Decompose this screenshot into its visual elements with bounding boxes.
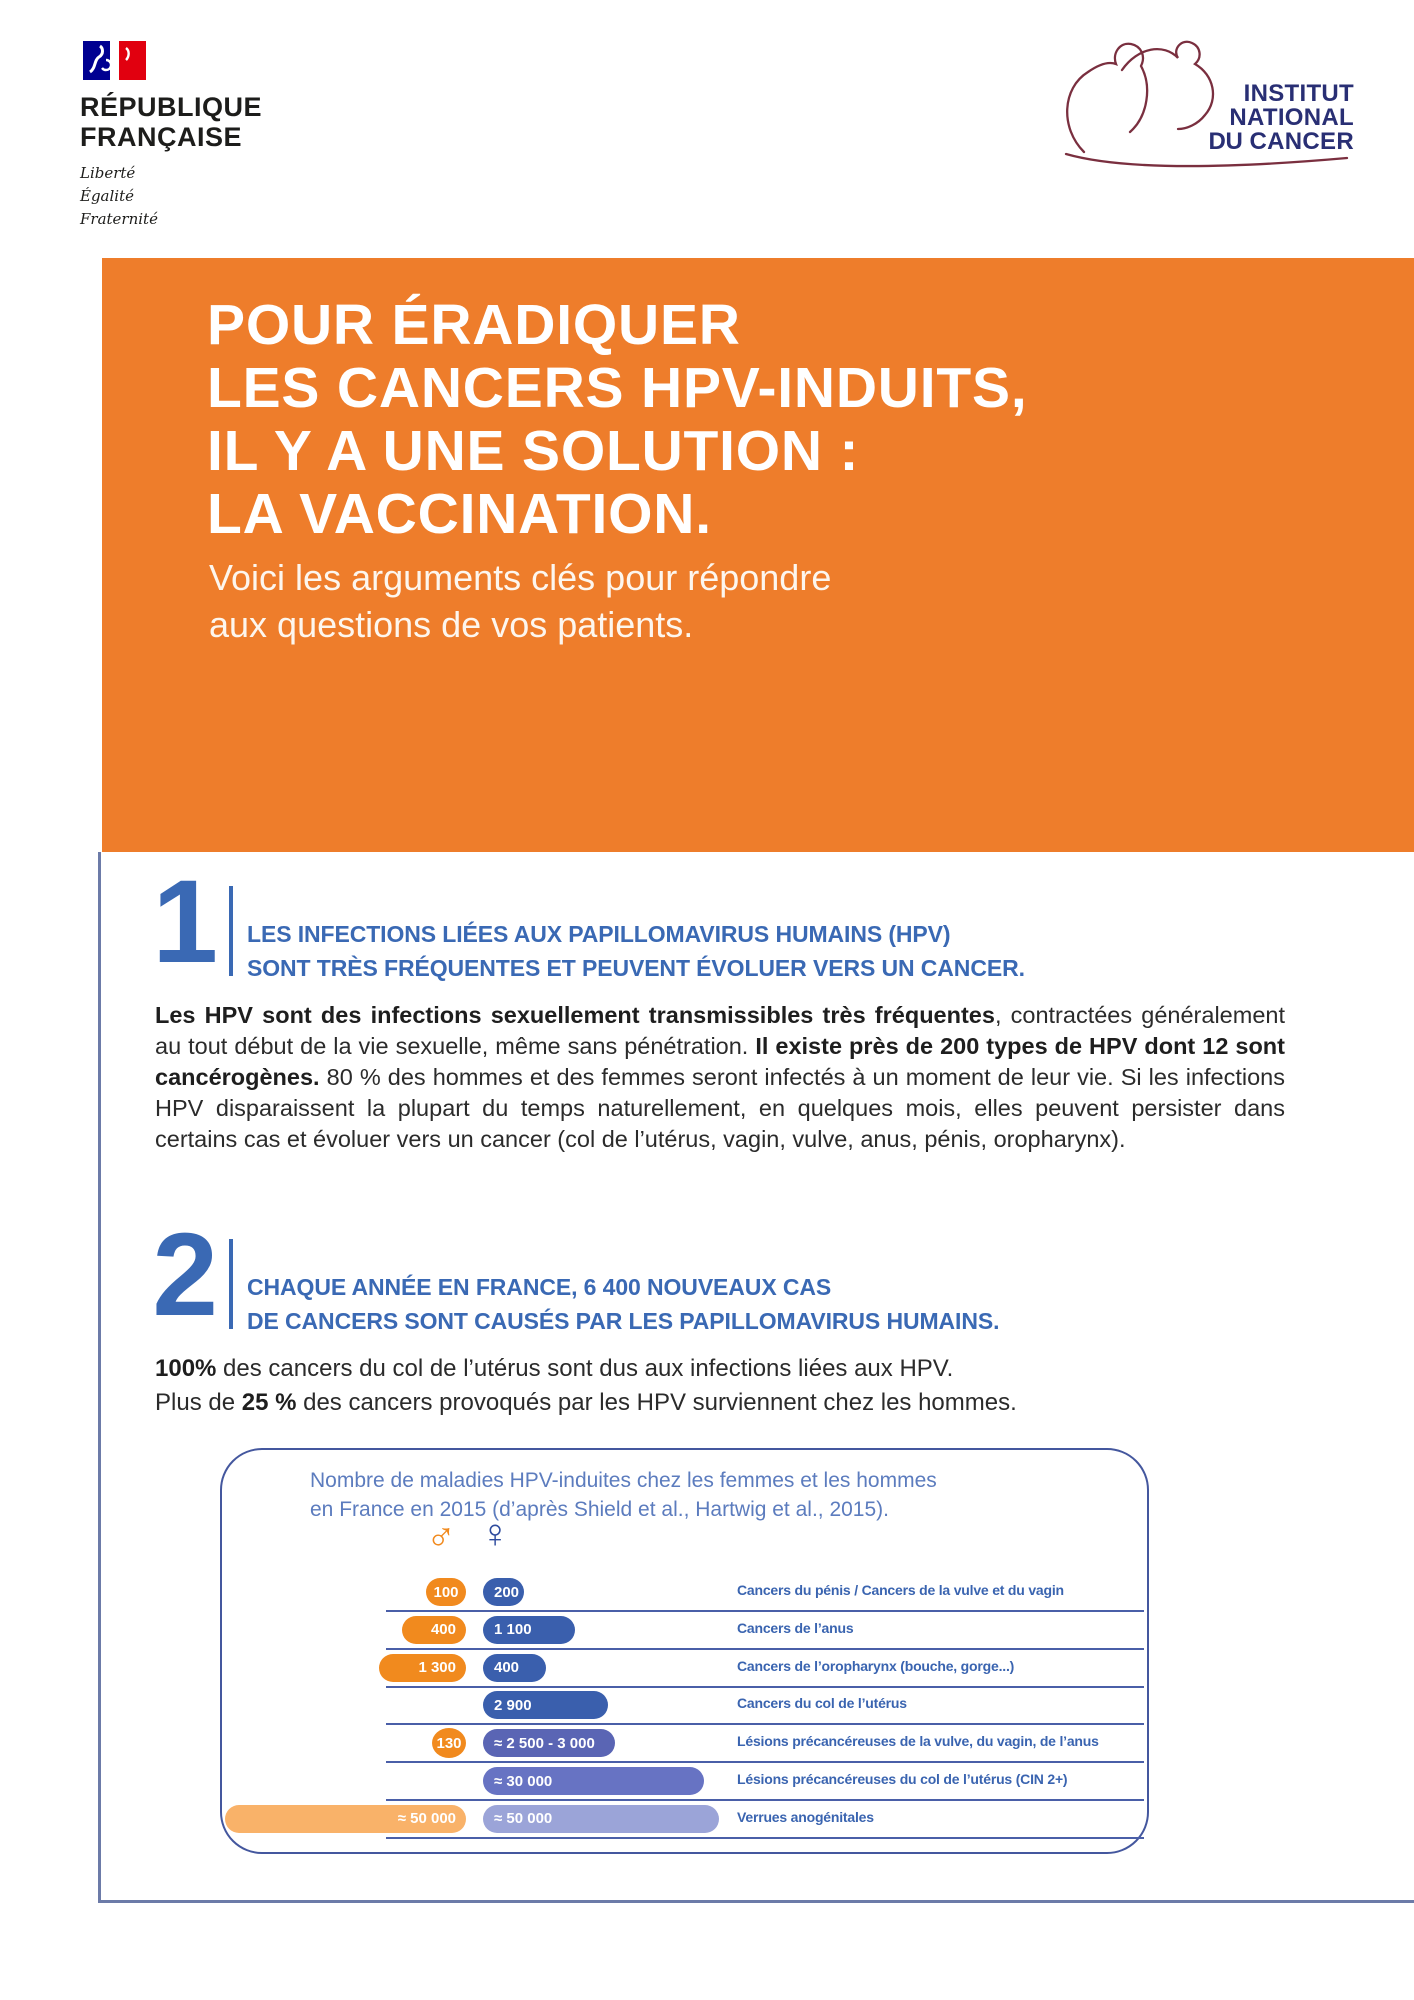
motto-egalite: Égalité — [80, 187, 134, 205]
chart-row — [222, 1763, 1147, 1801]
male-bar: 1 300 — [379, 1654, 466, 1682]
section-2-stats — [155, 1352, 1017, 1420]
section-2-heading-line: DE CANCERS SONT CAUSÉS PAR LES PAPILLOMAVIRUS HUMAINS. — [247, 1308, 1000, 1334]
text: 80 % des hommes et des femmes seront infectés à un moment de leur vie. Si les infections HPV disparaissent la plupart du temps naturellement, en quelques mois, elles peuvent persister dans certains cas et évoluer vers un cancer (col de l’utérus, vagin, vulve, anus, pénis, oropharynx). — [155, 1064, 1285, 1152]
republique-francaise-logo — [80, 38, 340, 231]
male-bar: 400 — [402, 1616, 466, 1644]
male-bar: ≈ 50 000 — [225, 1805, 466, 1833]
inca-cancer: CANCER — [1242, 128, 1354, 155]
chart-row — [222, 1612, 1147, 1650]
section-2-heading-line: CHAQUE ANNÉE EN FRANCE, 6 400 NOUVEAUX CAS — [247, 1274, 832, 1300]
section-1-number: 1 — [152, 856, 218, 988]
row-label: Cancers de l’oropharynx (bouche, gorge...) — [737, 1657, 1015, 1674]
chart-title — [310, 1466, 937, 1524]
inca-line-ducancer — [1208, 130, 1354, 154]
female-bar: ≈ 30 000 — [483, 1767, 704, 1795]
bold-text: 25 % — [241, 1389, 297, 1416]
text: des cancers du col de l’utérus sont dus aux infections liées aux HPV. — [216, 1355, 954, 1382]
chart-title-line: en France en 2015 (d’après Shield et al., Hartwig et al., 2015). — [310, 1498, 889, 1521]
row-label: Cancers du pénis / Cancers de la vulve et du vagin — [737, 1582, 1064, 1598]
stat-line — [155, 1352, 1017, 1386]
text: Plus de — [155, 1389, 242, 1416]
hpv-chart — [220, 1448, 1149, 1854]
section-1-paragraph — [155, 1000, 1285, 1155]
female-bar: 400 — [483, 1654, 546, 1682]
inca-logo-text — [1208, 82, 1354, 154]
chart-row — [222, 1574, 1147, 1612]
male-symbol-icon: ♂ — [426, 1514, 456, 1558]
text: , contractées généralement au tout début de la vie sexuelle, même sans pénétration. — [155, 1002, 1285, 1059]
female-bar: 2 900 — [483, 1691, 608, 1719]
inca-logo — [1052, 30, 1354, 170]
section-2-divider — [229, 1239, 233, 1329]
page-frame-vertical-line — [98, 852, 101, 1902]
page-frame-horizontal-line — [98, 1900, 1414, 1903]
female-symbol-icon: ♀ — [480, 1512, 510, 1556]
row-label: Lésions précancéreuses du col de l’utérus (CIN 2+) — [737, 1771, 1068, 1787]
bold-text: Les HPV sont des infections sexuellement transmissibles très fréquentes — [155, 1002, 995, 1028]
female-bar: ≈ 2 500 - 3 000 — [483, 1729, 615, 1757]
section-2-number: 2 — [152, 1209, 218, 1341]
male-bar: 100 — [426, 1578, 466, 1606]
banner-title-line: LA VACCINATION. — [207, 482, 712, 546]
bold-text: Il existe près de 200 types de HPV dont 12 sont cancérogènes. — [155, 1033, 1285, 1090]
banner-title-line: IL Y A UNE SOLUTION : — [207, 419, 860, 483]
section-1-heading-line: SONT TRÈS FRÉQUENTES ET PEUVENT ÉVOLUER VERS UN CANCER. — [247, 955, 1025, 981]
male-bar: 130 — [432, 1728, 466, 1758]
gov-logo-line1: RÉPUBLIQUE — [80, 92, 263, 122]
french-flag-icon — [82, 38, 150, 84]
female-bar: ≈ 50 000 — [483, 1805, 719, 1833]
banner-title-line: POUR ÉRADIQUER — [207, 293, 741, 357]
gov-logo-line2: FRANÇAISE — [80, 122, 243, 152]
row-separator — [386, 1837, 1144, 1839]
banner-subtitle-line: Voici les arguments clés pour répondre — [209, 557, 832, 598]
banner-title — [207, 294, 1027, 546]
banner-subtitle — [209, 554, 831, 648]
row-label: Lésions précancéreuses de la vulve, du vagin, de l’anus — [737, 1733, 1099, 1750]
chart-row — [222, 1687, 1147, 1725]
inca-line-national: NATIONAL — [1229, 104, 1354, 131]
motto-fraternite: Fraternité — [80, 210, 158, 228]
inca-line-institut: INSTITUT — [1243, 80, 1354, 107]
section-1-divider — [229, 886, 233, 976]
chart-row — [222, 1650, 1147, 1688]
banner-title-line: LES CANCERS HPV-INDUITS, — [207, 356, 1028, 420]
banner-subtitle-line: aux questions de vos patients. — [209, 604, 694, 645]
text: des cancers provoqués par les HPV surviennent chez les hommes. — [296, 1389, 1017, 1416]
chart-row — [222, 1801, 1147, 1839]
female-bar: 200 — [483, 1578, 524, 1606]
section-1-heading — [247, 917, 1025, 985]
chart-title-line: Nombre de maladies HPV-induites chez les femmes et les hommes — [310, 1469, 937, 1492]
row-label: Cancers de l’anus — [737, 1619, 854, 1636]
section-2-heading — [247, 1270, 999, 1338]
inca-du: DU — [1208, 128, 1243, 155]
bold-text: 100% — [155, 1355, 217, 1382]
gov-motto — [80, 162, 340, 231]
chart-row — [222, 1725, 1147, 1763]
motto-liberte: Liberté — [80, 164, 136, 182]
gov-logo-title — [80, 92, 340, 152]
female-bar: 1 100 — [483, 1616, 575, 1644]
section-1-heading-line: LES INFECTIONS LIÉES AUX PAPILLOMAVIRUS HUMAINS (HPV) — [247, 921, 951, 947]
row-label: Verrues anogénitales — [737, 1808, 874, 1825]
row-label: Cancers du col de l’utérus — [737, 1695, 907, 1712]
hero-banner — [102, 258, 1414, 852]
stat-line — [155, 1386, 1017, 1420]
